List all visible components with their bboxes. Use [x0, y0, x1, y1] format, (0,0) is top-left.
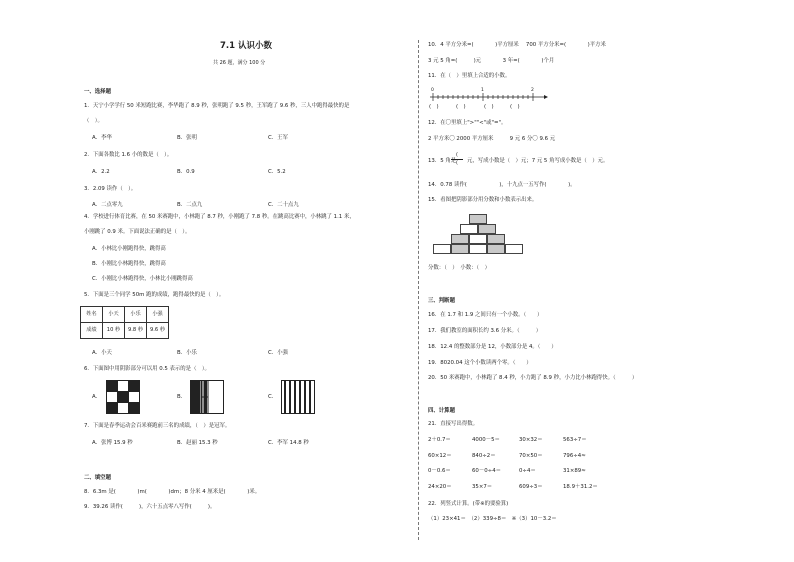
calc-row-3-a: 0－0.6＝ [428, 468, 451, 474]
question-21: 21．直接写出得数。 [428, 421, 478, 427]
q1-option-b: B．张明 [177, 135, 197, 141]
question-19: 19．8020.04 这个小数读两个零。（ ） [428, 360, 532, 366]
question-5: 5．下面是三个同学 50m 跑的成绩，跑得最快的是（ ）。 [84, 292, 225, 298]
calc-row-4-d: 18.9＋31.2＝ [563, 484, 598, 490]
q6-figure-a [106, 380, 140, 414]
question-6: 6．下面图中用阴影部分可以用 0.5 表示的是（ ）。 [84, 366, 210, 372]
q15-answer-blanks: 分数：（ ） 小数：（ ） [428, 265, 490, 271]
question-4: 4．学校进行体育比赛，在 50 米赛跑中，小林跑了 8.7 秒，小刚跑了 7.8 秒。在跳高比赛中，小林跳了 1.1 米， [84, 214, 355, 220]
q11-blank-3: ( ) [484, 104, 494, 110]
question-1: 1．天宁小学学行 50 米短跑比赛，李华跑了 8.9 秒，张明跑了 9.5 秒，王军跑了 9.6 秒，三人中跑得最快的是 [84, 103, 350, 109]
calc-row-3-d: 31×89≈ [563, 468, 586, 474]
table-cell: 小天 [103, 307, 125, 323]
question-9: 9．39.26 读作( )，六十五点零八写作( )。 [84, 504, 216, 510]
question-20: 20．50 米赛跑中，小林跑了 8.4 秒，小力跑了 8.9 秒，小力比小林跑得快。（ ） [428, 375, 638, 381]
section-heading-calc: 四、计算题 [428, 408, 455, 414]
q4-option-c: C．小刚比小林跑得快，小林比小刚跳得高 [92, 276, 193, 282]
q11-blank-4: ( ) [510, 104, 520, 110]
question-22-items: （1）23×41＝ （2）339÷8＝ ※（3）10－3.2＝ [428, 516, 557, 522]
q7-option-a: A．张博 15.9 秒 [92, 440, 133, 446]
question-4-line2: 小刚跳了 0.9 米。下面说法正确的是（ ）。 [84, 229, 191, 235]
q5-option-a: A．小天 [92, 350, 112, 356]
calc-row-3-b: 60－0÷4＝ [472, 468, 502, 474]
calc-row-2-c: 70×50＝ [519, 453, 543, 459]
q7-option-b: B．赵丽 15.3 秒 [177, 440, 218, 446]
section-heading-judge: 三、判断题 [428, 298, 455, 304]
table-cell: 10 秒 [103, 323, 125, 339]
question-1-blank: （ ）。 [84, 118, 103, 124]
question-12: 12．在〇里填上">""<"或"="。 [428, 120, 507, 126]
question-17: 17．我们教室的面积长约 3.6 分米。（ ） [428, 328, 542, 334]
question-2: 2．下面各数比 1.6 小的数是（ ）。 [84, 152, 173, 158]
q5-option-c: C．小强 [268, 350, 288, 356]
question-11: 11．在（ ）里填上合适的小数。 [428, 73, 511, 79]
table-cell: 9.8 秒 [125, 323, 147, 339]
table-row [81, 323, 169, 339]
calc-row-1-c: 30×32＝ [519, 437, 543, 443]
q11-number-line [428, 85, 548, 115]
q4-option-b: B．小刚比小林跑得快，跳得高 [92, 261, 166, 267]
table-cell: 小乐 [125, 307, 147, 323]
question-12-items: 2 平方米〇 2000 平方厘米 9 元 6 分〇 9.6 元 [428, 136, 556, 142]
calc-row-3-c: 0÷4＝ [519, 468, 536, 474]
q1-option-c: C．王军 [268, 135, 288, 141]
table-cell: 9.6 秒 [147, 323, 169, 339]
table-cell: 成绩 [81, 323, 103, 339]
question-13-end: 元，写成小数是（ ）元；7 元 5 角写成小数是（ ）元。 [467, 158, 609, 164]
page-divider [418, 40, 419, 540]
section-heading-choice: 一、选择题 [84, 89, 111, 95]
q6-figure-c [281, 380, 315, 414]
question-7: 7．下面是春季运动会百米赛跑前三名的成绩，（ ）是冠军。 [84, 423, 231, 429]
q15-brick-pyramid [428, 210, 528, 258]
page-title: 7.1 认识小数 [220, 41, 273, 51]
q11-blank-2: ( ) [456, 104, 466, 110]
calc-row-4-c: 609÷3＝ [519, 484, 543, 490]
calc-row-1-d: 563÷7＝ [563, 437, 587, 443]
q2-option-c: C．5.2 [268, 169, 286, 175]
q11-mark-0: 0 [431, 88, 434, 93]
question-10: 10．4 平方分米=( )平方厘米 700 平方分米=( )平方米 [428, 42, 606, 48]
question-3: 3．2.09 读作（ ）。 [84, 186, 137, 192]
q11-blank-1: ( ) [429, 104, 439, 110]
question-16: 16．在 1.7 和 1.9 之间只有一个小数。（ ） [428, 312, 543, 318]
calc-row-2-a: 60×12＝ [428, 453, 452, 459]
question-8: 8．6.3m 是( )m( )dm；8 分米 4 厘米是( )米。 [84, 489, 261, 495]
calc-row-2-d: 796÷4≈ [563, 453, 586, 459]
q7-option-c: C．李军 14.8 秒 [268, 440, 309, 446]
calc-row-2-b: 840÷2＝ [472, 453, 496, 459]
calc-row-4-a: 24×20＝ [428, 484, 452, 490]
table-cell: 小强 [147, 307, 169, 323]
q13-fraction-blank: ( ( [451, 153, 463, 166]
question-15: 15．看图把阴影部分用分数和小数表示出来。 [428, 197, 538, 203]
q5-option-b: B．小乐 [177, 350, 197, 356]
question-14: 14．0.78 读作( )，十九点一五写作( )。 [428, 182, 576, 188]
question-10-line2: 3 元 5 角=( )元 3 年=( )个月 [428, 58, 555, 64]
q11-mark-2: 2 [531, 88, 534, 93]
question-13-start: 13．5 角是 [428, 158, 457, 164]
question-18: 18．12.4 的整数部分是 12，小数部分是 4。（ ） [428, 344, 557, 350]
q11-mark-1: 1 [481, 88, 484, 93]
section-heading-fill: 二、填空题 [84, 475, 111, 481]
q3-option-c: C．二十点九 [268, 202, 299, 208]
q2-option-a: A．2.2 [92, 169, 110, 175]
calc-row-4-b: 35×7＝ [472, 484, 493, 490]
table-row [81, 307, 169, 323]
calc-row-1-a: 2＋0.7＝ [428, 437, 451, 443]
page-subtitle: 共 26 题，满分 100 分 [213, 60, 266, 66]
q6-option-a: A． [92, 394, 102, 400]
q5-results-table [80, 306, 169, 339]
table-cell: 姓名 [81, 307, 103, 323]
question-22: 22．列竖式计算。(带※的要验算) [428, 501, 509, 507]
q6-option-c: C． [268, 394, 278, 400]
q3-option-a: A．二点零九 [92, 202, 123, 208]
q3-option-b: B．二点九 [177, 202, 203, 208]
q1-option-a: A．李华 [92, 135, 112, 141]
q6-figure-b [190, 380, 224, 414]
q6-option-b: B． [177, 394, 187, 400]
q2-option-b: B．0.9 [177, 169, 195, 175]
q4-option-a: A．小林比小刚跑得快，跳得高 [92, 246, 166, 252]
calc-row-1-b: 4000－5＝ [472, 437, 500, 443]
